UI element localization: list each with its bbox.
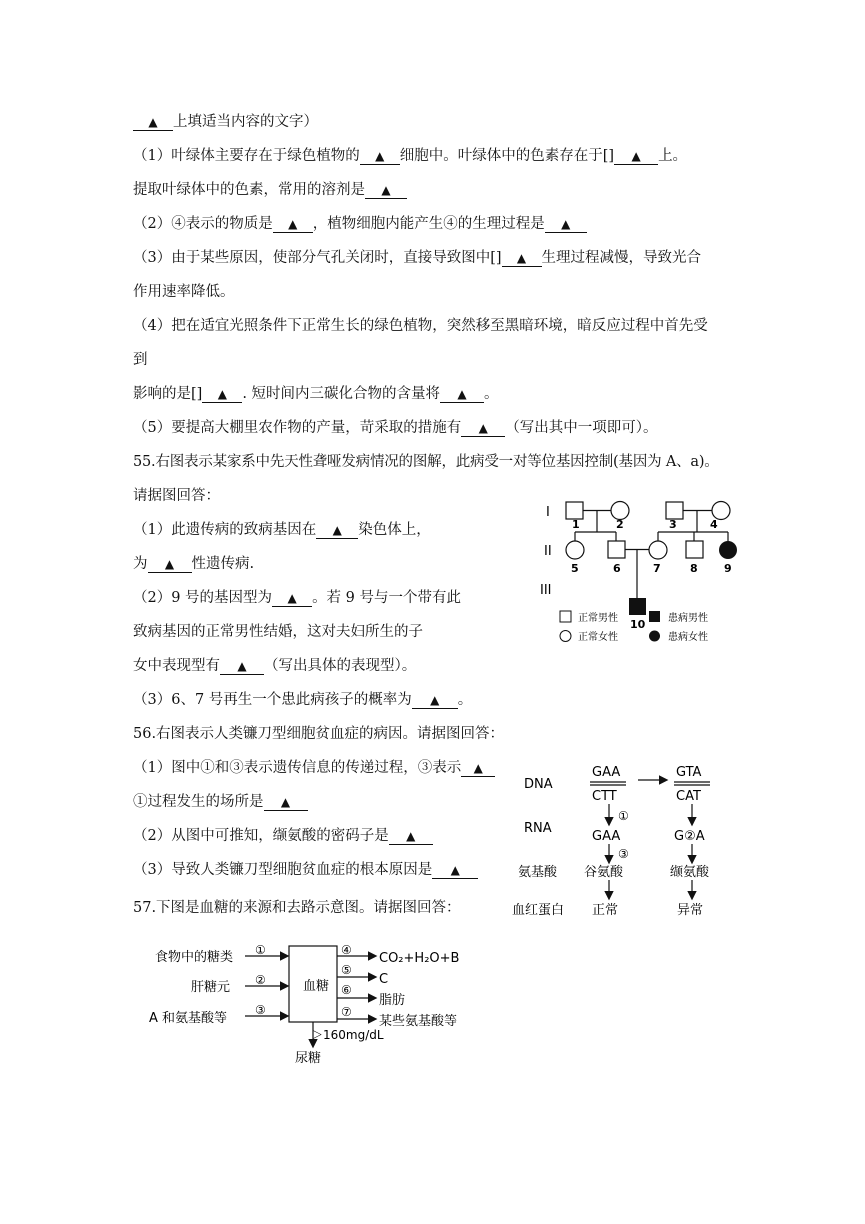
legend-normal-female: 正常女性	[578, 632, 618, 643]
q54-4a-line: （4）把在适宜光照条件下正常生长的绿色植物，突然移至黑暗环境，暗反应过程中首先受	[133, 318, 708, 334]
q54-1-line: （1）叶绿体主要存在于绿色植物的 ▲ 细胞中。叶绿体中的色素存在于[] ▲ 上。	[133, 148, 688, 164]
source-a-amino-acids: A 和氨基酸等	[149, 1011, 228, 1026]
pedigree-male-1	[566, 502, 583, 519]
q56-1b-line: ①过程发生的场所是 ▲	[133, 792, 308, 812]
individual-number: 6	[613, 562, 621, 575]
q54-intro-line: ▲ 上填适当内容的文字）	[133, 112, 318, 132]
q54-3b-line: 作用速率降低。	[133, 284, 235, 300]
arrow-2-label: ②	[255, 973, 266, 987]
q54-2-line: （2）④表示的物质是 ▲ ，植物细胞内能产生④的生理过程是 ▲	[133, 214, 587, 234]
generation-label-2: II	[544, 544, 552, 559]
legend-normal-male-symbol	[560, 611, 571, 622]
q55-prompt: 请据图回答：	[133, 488, 220, 504]
individual-number: 7	[653, 562, 661, 575]
answer-blank[interactable]: ▲	[264, 794, 308, 811]
hemoglobin-abnormal: 异常	[677, 903, 704, 918]
q56-1a-line: （1）图中①和③表示遗传信息的传递过程，③表示 ▲	[133, 758, 495, 778]
generation-label-3: III	[540, 583, 552, 598]
q55-2c-line: 女中表现型有 ▲ （写出具体的表现型）。	[133, 658, 417, 674]
answer-blank[interactable]: ▲	[148, 556, 192, 573]
q55-1b-line: 为 ▲ 性遗传病.	[133, 556, 255, 572]
arrow-4-label: ④	[341, 943, 352, 957]
legend-normal-female-symbol	[560, 631, 571, 642]
pedigree-female-2	[611, 502, 629, 520]
legend-affected-female: 患病女性	[668, 632, 708, 643]
blood-glucose-box-label: 血糖	[303, 979, 330, 994]
step-1-label: ①	[618, 809, 629, 823]
pedigree-male-3	[666, 502, 683, 519]
arrow-3-label: ③	[255, 1003, 266, 1017]
pedigree-female-5	[566, 541, 584, 559]
individual-number: 4	[710, 518, 718, 531]
answer-blank[interactable]: ▲	[360, 148, 400, 165]
step-3-label: ③	[618, 847, 629, 861]
dna-bottom-strand-2: CAT	[676, 789, 701, 804]
q56-title: 56.右图表示人类镰刀型细胞贫血症的病因。请据图回答：	[133, 726, 505, 742]
urine-sugar: 尿糖	[295, 1051, 322, 1066]
answer-blank[interactable]: ▲	[461, 760, 495, 777]
answer-blank[interactable]: ▲	[365, 182, 407, 199]
amino-acid-label: 氨基酸	[518, 865, 558, 880]
answer-blank[interactable]: ▲	[220, 658, 264, 675]
answer-blank[interactable]: ▲	[389, 828, 433, 845]
answer-blank[interactable]: ▲	[614, 148, 658, 165]
blood-glucose-diagram	[145, 936, 485, 1070]
output-amino-acids: 某些氨基酸等	[379, 1014, 458, 1029]
valine: 缬氨酸	[670, 865, 710, 880]
mrna-codon-2: G②A	[674, 829, 705, 844]
pedigree-female-4	[712, 502, 730, 520]
answer-blank[interactable]: ▲	[461, 420, 505, 437]
individual-number: 9	[724, 562, 732, 575]
hemoglobin-normal: 正常	[592, 903, 619, 918]
glutamic-acid: 谷氨酸	[584, 865, 624, 880]
answer-blank[interactable]: ▲	[412, 692, 458, 709]
arrow-7-label: ⑦	[341, 1005, 352, 1019]
legend-affected-female-symbol	[649, 631, 660, 642]
q54-5-line: （5）要提高大棚里农作物的产量，苛采取的措施有 ▲ （写出其中一项即可）。	[133, 420, 658, 436]
answer-blank[interactable]: ▲	[316, 522, 358, 539]
rna-label: RNA	[524, 821, 552, 836]
q54-4b-line: 到	[133, 352, 148, 368]
q54-4c-line: 影响的是[] ▲ . 短时间内三碳化合物的含量将 ▲ 。	[133, 386, 499, 402]
answer-blank[interactable]: ▲	[133, 114, 173, 131]
pedigree-female-7	[649, 541, 667, 559]
answer-blank[interactable]: ▲	[272, 590, 312, 607]
sickle-cell-diagram	[510, 758, 750, 924]
arrow-5-label: ⑤	[341, 963, 352, 977]
output-co2-h2o-b: CO₂+H₂O+B	[379, 951, 460, 966]
answer-blank[interactable]: ▲	[273, 216, 313, 233]
q54-1b-line: 提取叶绿体中的色素，常用的溶剂是 ▲	[133, 180, 407, 200]
generation-label-1: I	[546, 505, 550, 520]
answer-blank[interactable]: ▲	[202, 386, 242, 403]
q55-1a-line: （1）此遗传病的致病基因在 ▲ 染色体上，	[133, 522, 431, 538]
pedigree-affected-female-9	[719, 541, 737, 559]
answer-blank[interactable]: ▲	[545, 216, 587, 233]
q55-3-line: （3）6、7 号再生一个患此病孩子的概率为 ▲ 。	[133, 692, 473, 708]
legend-normal-male: 正常男性	[578, 613, 618, 624]
answer-blank[interactable]: ▲	[502, 250, 542, 267]
q57-title: 57.下图是血糖的来源和去路示意图。请据图回答：	[133, 900, 461, 916]
arrow-6-label: ⑥	[341, 983, 352, 997]
output-fat: 脂肪	[379, 993, 406, 1008]
pedigree-affected-male-10	[629, 598, 646, 615]
hemoglobin-label: 血红蛋白	[512, 903, 565, 918]
individual-number: 5	[571, 562, 579, 575]
pedigree-diagram	[538, 494, 760, 652]
q56-3-line: （3）导致人类镰刀型细胞贫血症的根本原因是 ▲	[133, 860, 478, 880]
q56-2-line: （2）从图中可推知，缬氨酸的密码子是 ▲	[133, 826, 433, 846]
q55-2b-line: 致病基因的正常男性结婚，这对夫妇所生的子	[133, 624, 423, 640]
source-liver-glycogen: 肝糖元	[191, 980, 231, 995]
q54-3a-line: （3）由于某些原因，使部分气孔关闭时，直接导致图中[] ▲ 生理过程减慢，导致光合	[133, 250, 702, 266]
mrna-codon-1: GAA	[592, 829, 621, 844]
legend-affected-male: 患病男性	[668, 613, 708, 624]
dna-label: DNA	[524, 777, 553, 792]
individual-number: 3	[669, 518, 677, 531]
individual-number: 10	[630, 618, 646, 631]
individual-number: 2	[616, 518, 624, 531]
answer-blank[interactable]: ▲	[440, 386, 484, 403]
q55-title: 55.右图表示某家系中先天性聋哑发病情况的图解，此病受一对等位基因控制(基因为 A、a)。	[133, 454, 719, 470]
legend-affected-male-symbol	[649, 611, 660, 622]
individual-number: 1	[572, 518, 580, 531]
dna-bottom-strand-1: CTT	[592, 789, 617, 804]
dna-top-strand-1: GAA	[592, 765, 621, 780]
individual-number: 8	[690, 562, 698, 575]
dna-top-strand-2: GTA	[676, 765, 702, 780]
arrow-1-label: ①	[255, 943, 266, 957]
threshold-label: ＞160mg/dL	[311, 1028, 384, 1042]
pedigree-male-6	[608, 541, 625, 558]
answer-blank[interactable]: ▲	[432, 862, 478, 879]
pedigree-male-8	[686, 541, 703, 558]
output-c: C	[379, 972, 389, 987]
q55-2a-line: （2）9 号的基因型为 ▲ 。若 9 号与一个带有此	[133, 590, 462, 606]
source-food-sugar: 食物中的糖类	[155, 950, 234, 965]
